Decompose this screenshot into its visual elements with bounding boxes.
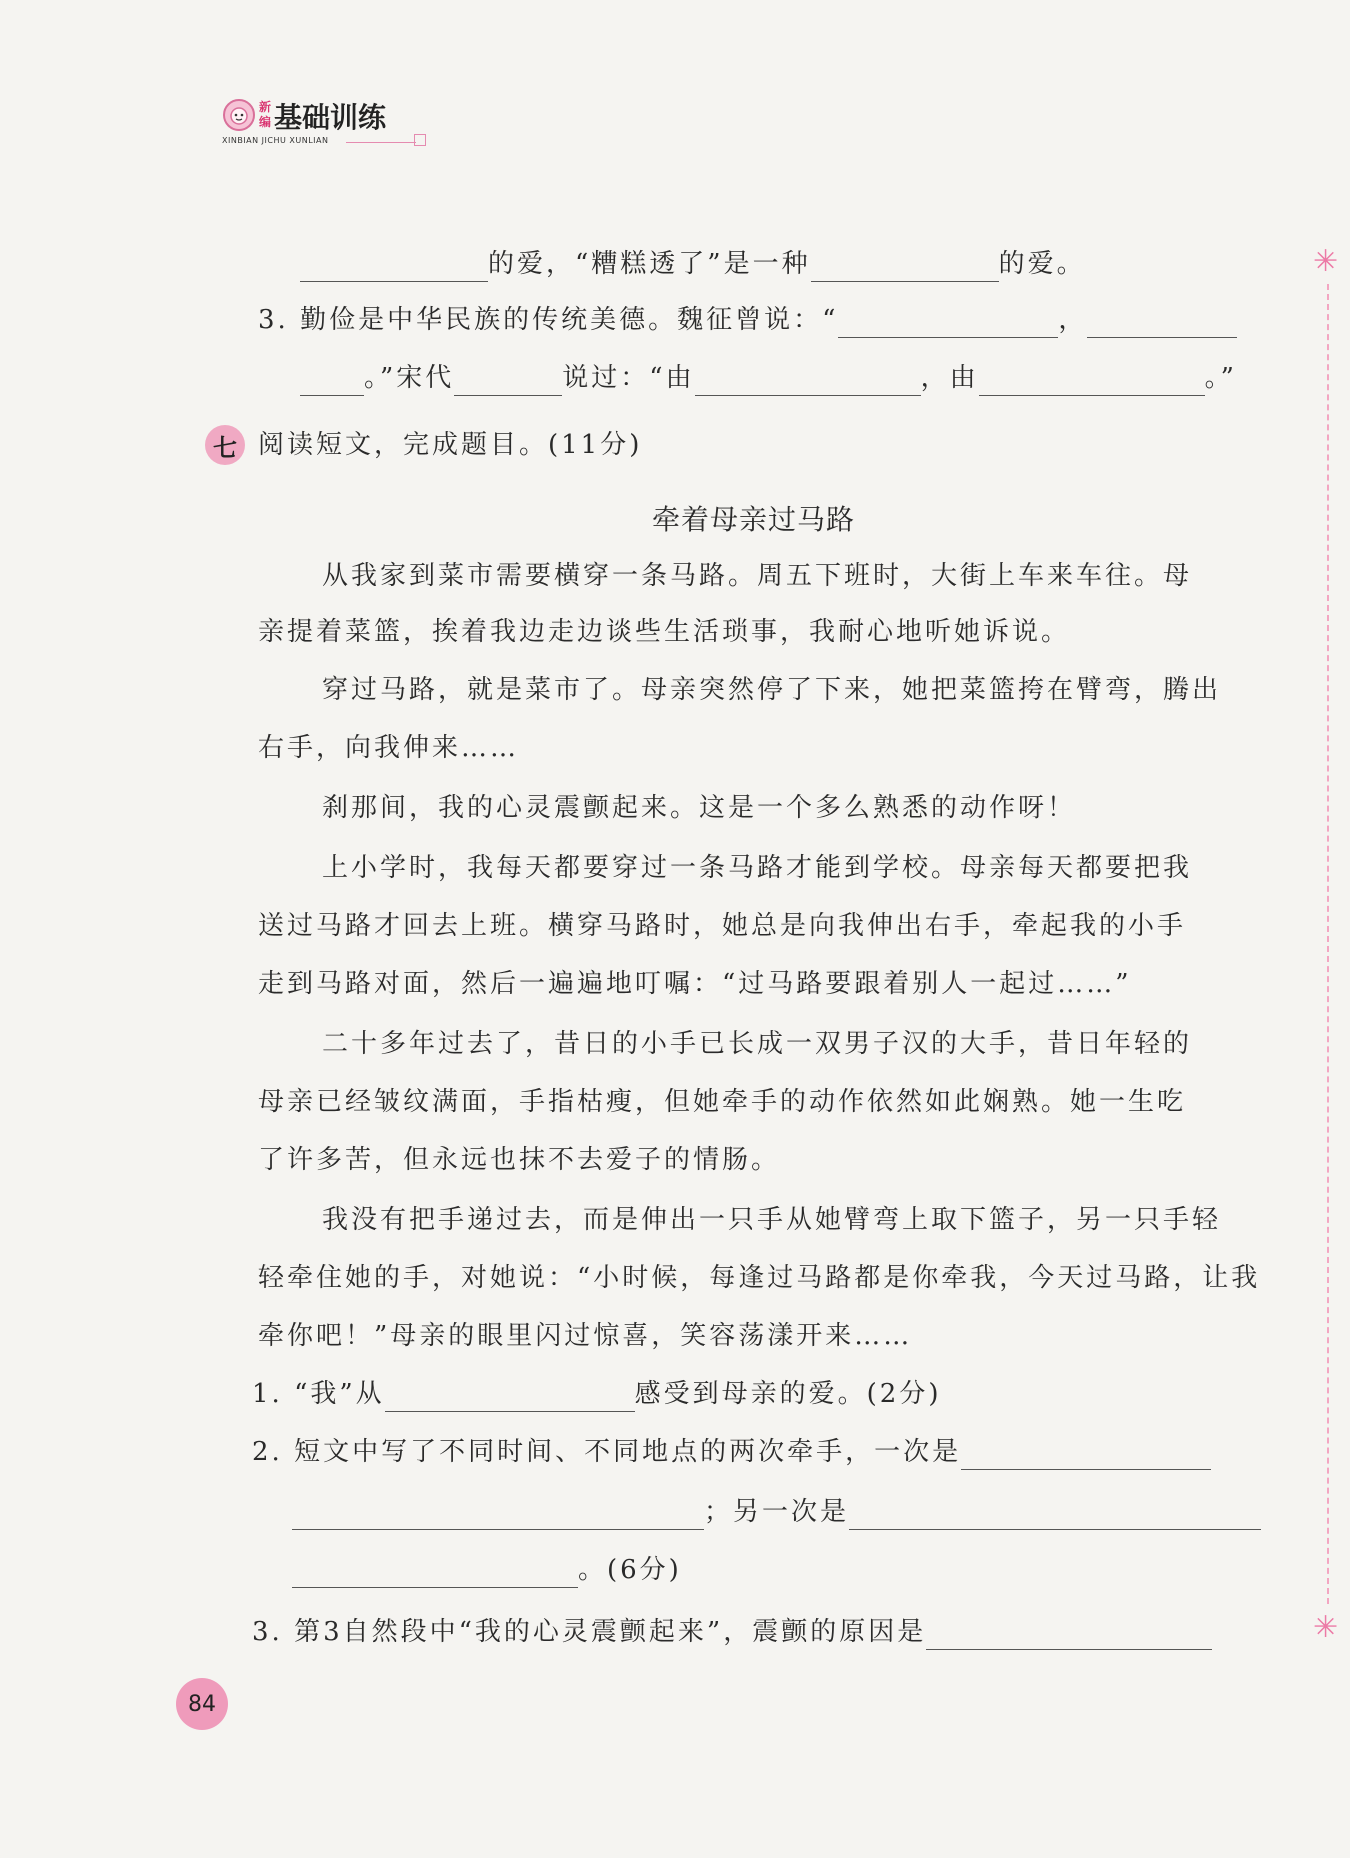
- passage-line: 从我家到菜市需要横穿一条马路。周五下班时，大街上车来车往。母: [322, 561, 1193, 591]
- answer-blank[interactable]: [695, 365, 921, 396]
- answer-blank[interactable]: [292, 1557, 578, 1588]
- answer-blank[interactable]: [292, 1499, 704, 1530]
- logo-title: 基础训练: [274, 101, 387, 134]
- passage-line: 轻牵住她的手，对她说：“小时候，每逢过马路都是你牵我，今天过马路，让我: [258, 1263, 1261, 1293]
- question-2-line-2: ；另一次是: [292, 1494, 1261, 1530]
- question-2-line-1: 2. 短文中写了不同时间、不同地点的两次牵手，一次是: [252, 1434, 1211, 1470]
- fill-line-1: 的爱，“糟糕透了”是一种 的爱。: [300, 246, 1086, 282]
- answer-blank[interactable]: [385, 1381, 635, 1412]
- passage-line: 刹那间，我的心灵震颤起来。这是一个多么熟悉的动作呀！: [322, 793, 1077, 823]
- passage-line: 我没有把手递过去，而是伸出一只手从她臂弯上取下篮子，另一只手轻: [322, 1205, 1222, 1235]
- answer-blank[interactable]: [961, 1439, 1211, 1470]
- section-instruction: 阅读短文，完成题目。(11分): [258, 430, 643, 460]
- passage-title: 牵着母亲过马路: [652, 503, 856, 536]
- star-decoration-bottom: ✳: [1313, 1610, 1339, 1645]
- lion-mascot-icon: [222, 98, 256, 132]
- logo-box-decoration: [414, 134, 426, 146]
- margin-dashed-line: [1327, 284, 1329, 1604]
- answer-blank[interactable]: [300, 365, 364, 396]
- page-number: 84: [176, 1678, 228, 1730]
- question-3-line-2: 。”宋代 说过：“由 ，由 。”: [300, 360, 1237, 396]
- passage-line: 二十多年过去了，昔日的小手已长成一双男子汉的大手，昔日年轻的: [322, 1029, 1193, 1059]
- answer-blank[interactable]: [926, 1619, 1212, 1650]
- answer-blank[interactable]: [454, 365, 562, 396]
- question-2-line-3: 。(6分): [292, 1552, 682, 1588]
- passage-line: 穿过马路，就是菜市了。母亲突然停了下来，她把菜篮挎在臂弯，腾出: [322, 675, 1222, 705]
- logo-underline: [346, 142, 416, 143]
- passage-line: 上小学时，我每天都要穿过一条马路才能到学校。母亲每天都要把我: [322, 853, 1193, 883]
- passage-line: 走到马路对面，然后一遍遍地叮嘱：“过马路要跟着别人一起过……”: [258, 969, 1132, 999]
- question-3-line-1: 3. 勤俭是中华民族的传统美德。魏征曾说：“ ，: [258, 302, 1237, 338]
- answer-blank[interactable]: [1087, 307, 1237, 338]
- logo-pinyin: XINBIAN JICHU XUNLIAN: [222, 136, 329, 145]
- passage-line: 送过马路才回去上班。横穿马路时，她总是向我伸出右手，牵起我的小手: [258, 911, 1187, 941]
- answer-blank[interactable]: [849, 1499, 1261, 1530]
- passage-line: 右手，向我伸来……: [258, 733, 520, 763]
- answer-blank[interactable]: [300, 251, 488, 282]
- passage-line: 了许多苦，但永远也抹不去爱子的情肠。: [258, 1145, 781, 1175]
- answer-blank[interactable]: [838, 307, 1058, 338]
- question-3: 3. 第3自然段中“我的心灵震颤起来”，震颤的原因是: [252, 1614, 1212, 1650]
- star-decoration-top: ✳: [1313, 244, 1339, 279]
- passage-line: 牵你吧！”母亲的眼里闪过惊喜，笑容荡漾开来……: [258, 1321, 913, 1351]
- passage-line: 亲提着菜篮，挨着我边走边谈些生活琐事，我耐心地听她诉说。: [258, 617, 1071, 647]
- logo-xin: 新: [259, 100, 272, 114]
- question-1: 1. “我”从 感受到母亲的爱。(2分): [252, 1376, 942, 1412]
- passage-line: 母亲已经皱纹满面，手指枯瘦，但她牵手的动作依然如此娴熟。她一生吃: [258, 1087, 1187, 1117]
- answer-blank[interactable]: [979, 365, 1205, 396]
- section-badge: 七: [205, 425, 245, 465]
- header-logo: [222, 96, 422, 152]
- logo-bian: 编: [259, 115, 272, 129]
- answer-blank[interactable]: [811, 251, 999, 282]
